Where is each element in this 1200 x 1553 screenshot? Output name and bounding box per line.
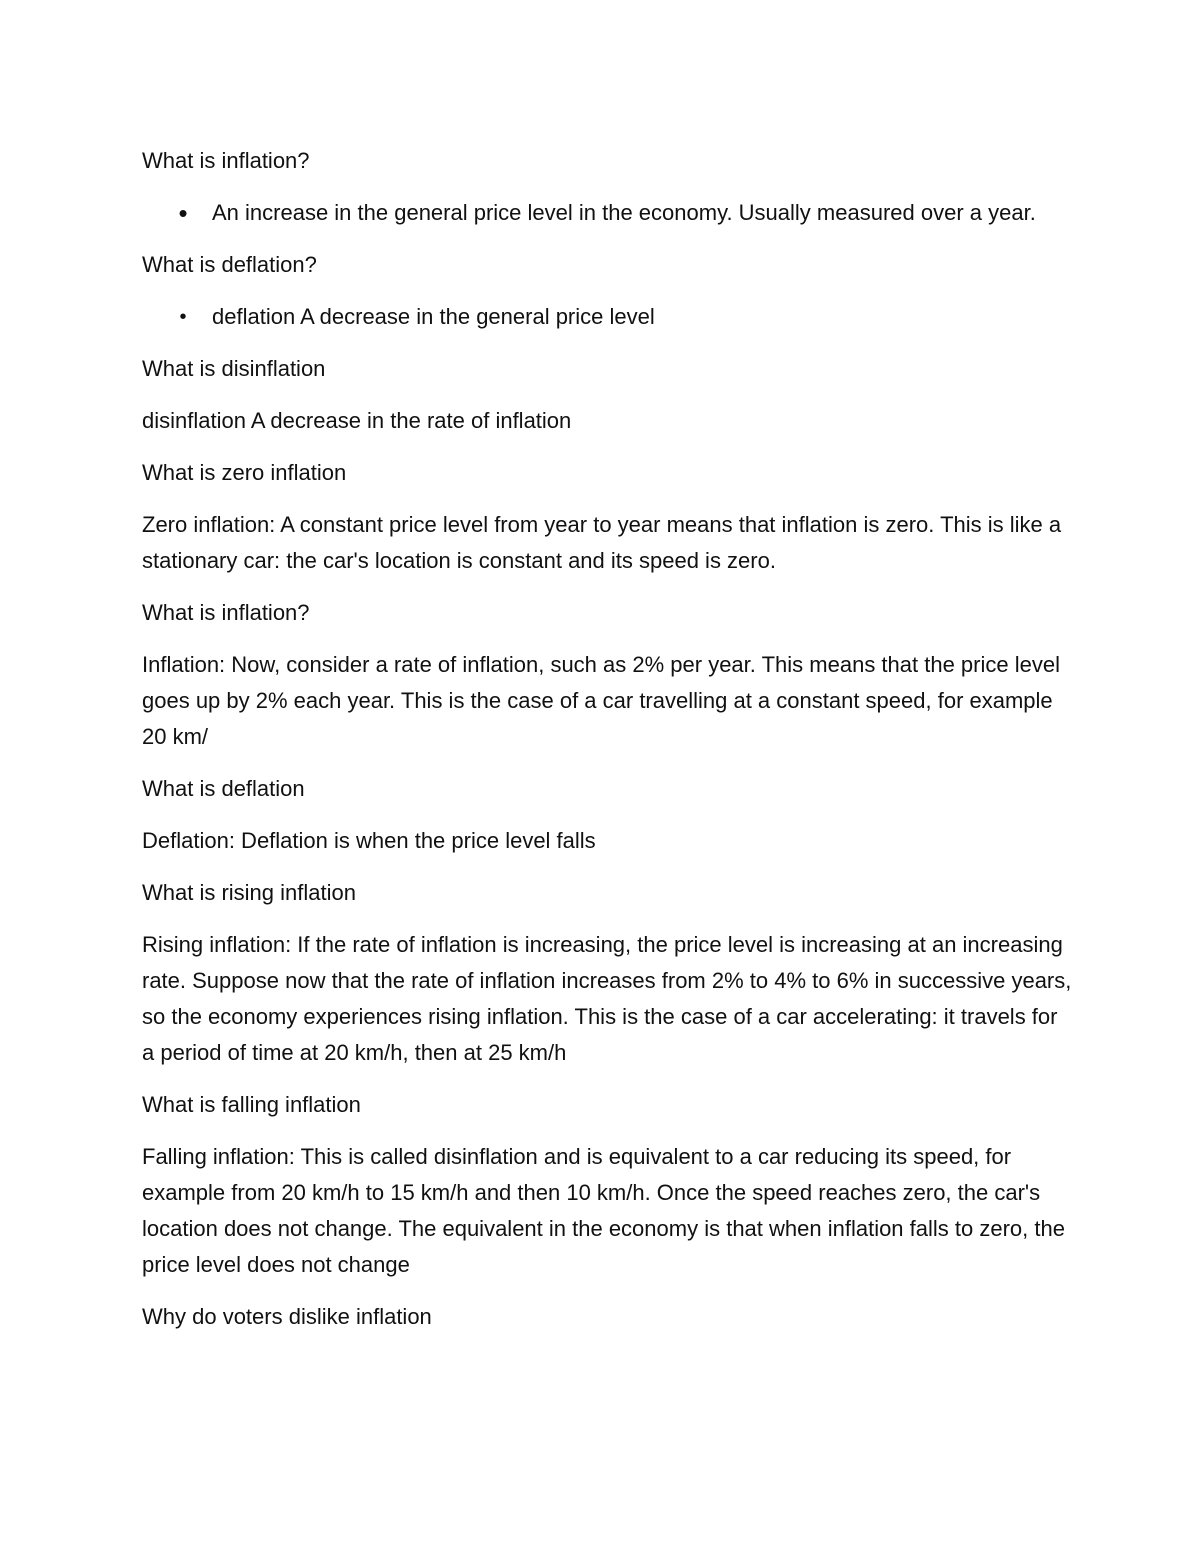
question-heading: What is falling inflation <box>142 1092 361 1117</box>
bullet-item <box>142 195 1072 231</box>
bullet-item <box>142 299 1072 335</box>
answer-paragraph: Inflation: Now, consider a rate of inflation, such as 2% per year. This means that the price level goes up by 2% each year. This is the case of a car travelling at a constant speed, for example 20 km/ <box>142 652 1060 749</box>
bullet-text: An increase in the general price level in the economy. Usually measured over a year. <box>212 200 1036 225</box>
question-heading: What is inflation? <box>142 600 310 625</box>
answer-paragraph: disinflation A decrease in the rate of inflation <box>142 408 572 433</box>
answer-paragraph: Zero inflation: A constant price level from year to year means that inflation is zero. This is like a stationary car: the car's location is constant and its speed is zero. <box>142 512 1062 573</box>
bullet-text: deflation A decrease in the general price level <box>212 304 655 329</box>
question-heading: What is deflation? <box>142 252 317 277</box>
question-heading: What is inflation? <box>142 148 310 173</box>
answer-paragraph: Falling inflation: This is called disinflation and is equivalent to a car reducing its speed, for example from 20 km/h to 15 km/h and then 10 km/h. Once the speed reaches zero, the car's location does not change. The equivalent in the economy is that when inflation falls to zero, the price level does not change <box>142 1144 1065 1277</box>
bullet-icon: • <box>178 198 188 228</box>
answer-paragraph: Deflation: Deflation is when the price level falls <box>142 828 596 853</box>
bullet-icon: • <box>179 306 187 328</box>
document-body <box>142 143 1072 1351</box>
answer-paragraph: Rising inflation: If the rate of inflation is increasing, the price level is increasing at an increasing rate. Suppose now that the rate of inflation increases from 2% to 4% to 6% in successive years, so the economy experiences rising inflation. This is the case of a car accelerating: it travels for a period of time at 20 km/h, then at 25 km/h <box>142 932 1072 1065</box>
question-heading: Why do voters dislike inflation <box>142 1304 432 1329</box>
question-heading: What is disinflation <box>142 356 326 381</box>
question-heading: What is rising inflation <box>142 880 356 905</box>
question-heading: What is deflation <box>142 776 305 801</box>
question-heading: What is zero inflation <box>142 460 347 485</box>
